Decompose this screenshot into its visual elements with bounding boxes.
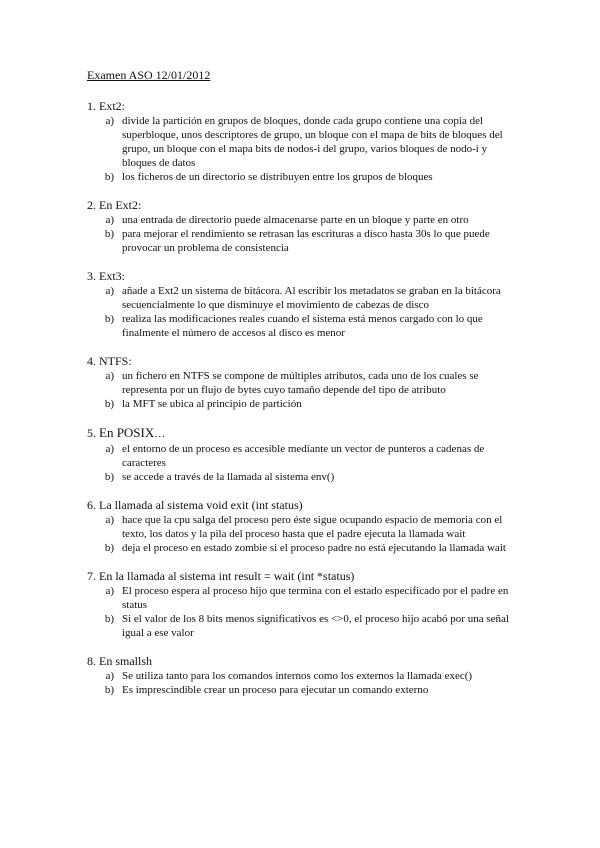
question-number: 2. — [87, 198, 96, 212]
option-b — [87, 541, 517, 555]
option-letter: a) — [105, 285, 114, 297]
question-number: 8. — [87, 654, 96, 668]
option-text: deja el proceso en estado zombie si el proceso padre no está ejecutando la llamada wait — [122, 542, 506, 554]
option-a — [87, 369, 517, 397]
question-text: NTFS: — [99, 354, 132, 368]
option-b — [87, 170, 517, 184]
question-text: Ext2: — [99, 99, 125, 113]
option-text: hace que la cpu salga del proceso pero éste sigue ocupando espacio de memoria con el texto, los datos y la pila del proceso hasta que el padre ejecuta la llamada wait — [122, 514, 503, 540]
option-b — [87, 612, 517, 640]
option-text: se accede a través de la llamada al sistema env() — [122, 471, 335, 483]
option-b — [87, 470, 517, 484]
option-b — [87, 312, 517, 340]
option-list — [87, 442, 517, 484]
question-text: Ext3: — [99, 269, 125, 283]
question-text: En POSIX — [99, 425, 155, 440]
option-letter: b) — [104, 228, 114, 240]
question-heading — [87, 569, 517, 584]
option-letter: b) — [104, 613, 114, 625]
option-b — [87, 397, 517, 411]
option-list — [87, 584, 517, 640]
option-list — [87, 284, 517, 340]
option-b — [87, 227, 517, 255]
option-text: un fichero en NTFS se compone de múltiples atributos, cada uno de los cuales se representa por un flujo de bytes cuyo tamaño depende del tipo de atributo — [122, 370, 479, 396]
option-text: realiza las modificaciones reales cuando el sistema está menos cargado con lo que finalmente el número de accesos al disco es menor — [122, 313, 483, 339]
option-text: El proceso espera al proceso hijo que termina con el estado especificado por el padre en status — [122, 585, 509, 611]
question-heading — [87, 198, 517, 213]
question-5 — [87, 425, 517, 484]
question-6 — [87, 498, 517, 555]
question-number: 6. — [87, 498, 96, 512]
option-list — [87, 213, 517, 255]
option-text: añade a Ext2 un sistema de bitácora. Al escribir los metadatos se graban en la bitácora secuencialmente lo que disminuye el movimiento de cabezas de disco — [122, 285, 501, 311]
option-letter: a) — [105, 370, 114, 382]
option-letter: a) — [105, 585, 114, 597]
option-letter: b) — [104, 171, 114, 183]
option-a — [87, 114, 517, 170]
question-number: 4. — [87, 354, 96, 368]
question-number: 3. — [87, 269, 96, 283]
option-letter: b) — [104, 684, 114, 696]
option-text: la MFT se ubica al principio de partición — [122, 398, 302, 410]
question-heading — [87, 654, 517, 669]
exam-title: Examen ASO 12/01/2012 — [87, 68, 211, 82]
question-ellipsis: … — [154, 428, 166, 440]
question-text: La llamada al sistema void exit (int status) — [99, 498, 303, 512]
question-heading — [87, 269, 517, 284]
question-text: En la llamada al sistema int result = wait (int *status) — [99, 569, 355, 583]
option-text: Si el valor de los 8 bits menos significativos es <>0, el proceso hijo acabó por una señal igual a ese valor — [122, 613, 509, 639]
option-letter: a) — [105, 115, 114, 127]
question-heading — [87, 99, 517, 114]
option-list — [87, 669, 517, 697]
question-heading — [87, 354, 517, 369]
option-letter: a) — [105, 514, 114, 526]
option-a — [87, 213, 517, 227]
option-text: una entrada de directorio puede almacenarse parte en un bloque y parte en otro — [122, 214, 469, 226]
option-b — [87, 683, 517, 697]
option-text: Se utiliza tanto para los comandos internos como los externos la llamada exec() — [122, 670, 473, 682]
question-list — [87, 99, 517, 711]
option-a — [87, 513, 517, 541]
question-8 — [87, 654, 517, 697]
question-4 — [87, 354, 517, 411]
question-heading — [87, 425, 517, 442]
question-7 — [87, 569, 517, 640]
option-text: Es imprescindible crear un proceso para ejecutar un comando externo — [122, 684, 429, 696]
option-a — [87, 669, 517, 683]
option-letter: b) — [104, 398, 114, 410]
question-number: 7. — [87, 569, 96, 583]
question-number: 1. — [87, 99, 96, 113]
option-text: para mejorar el rendimiento se retrasan las escrituras a disco hasta 30s lo que puede provocar un problema de consistencia — [122, 228, 490, 254]
question-text: En Ext2: — [99, 198, 142, 212]
option-text: los ficheros de un directorio se distribuyen entre los grupos de bloques — [122, 171, 433, 183]
option-a — [87, 584, 517, 612]
option-letter: b) — [104, 542, 114, 554]
option-letter: a) — [105, 214, 114, 226]
option-list — [87, 369, 517, 411]
option-a — [87, 442, 517, 470]
option-a — [87, 284, 517, 312]
question-text: En smallsh — [99, 654, 152, 668]
question-1 — [87, 99, 517, 184]
question-number: 5. — [87, 426, 96, 440]
option-letter: b) — [104, 313, 114, 325]
option-text: el entorno de un proceso es accesible mediante un vector de punteros a cadenas de caracteres — [122, 443, 485, 469]
option-list — [87, 114, 517, 184]
option-letter: a) — [105, 443, 114, 455]
question-2 — [87, 198, 517, 255]
option-letter: a) — [105, 670, 114, 682]
question-heading — [87, 498, 517, 513]
option-text: divide la partición en grupos de bloques, donde cada grupo contiene una copia del superbloque, unos descriptores de grupo, un bloque con el mapa de bits de bloques del grupo, un bloque con el mapa bits de nodos-i del grupo, varios bloques de nodo-i y bloques de datos — [122, 115, 503, 169]
question-3 — [87, 269, 517, 340]
option-letter: b) — [104, 471, 114, 483]
option-list — [87, 513, 517, 555]
